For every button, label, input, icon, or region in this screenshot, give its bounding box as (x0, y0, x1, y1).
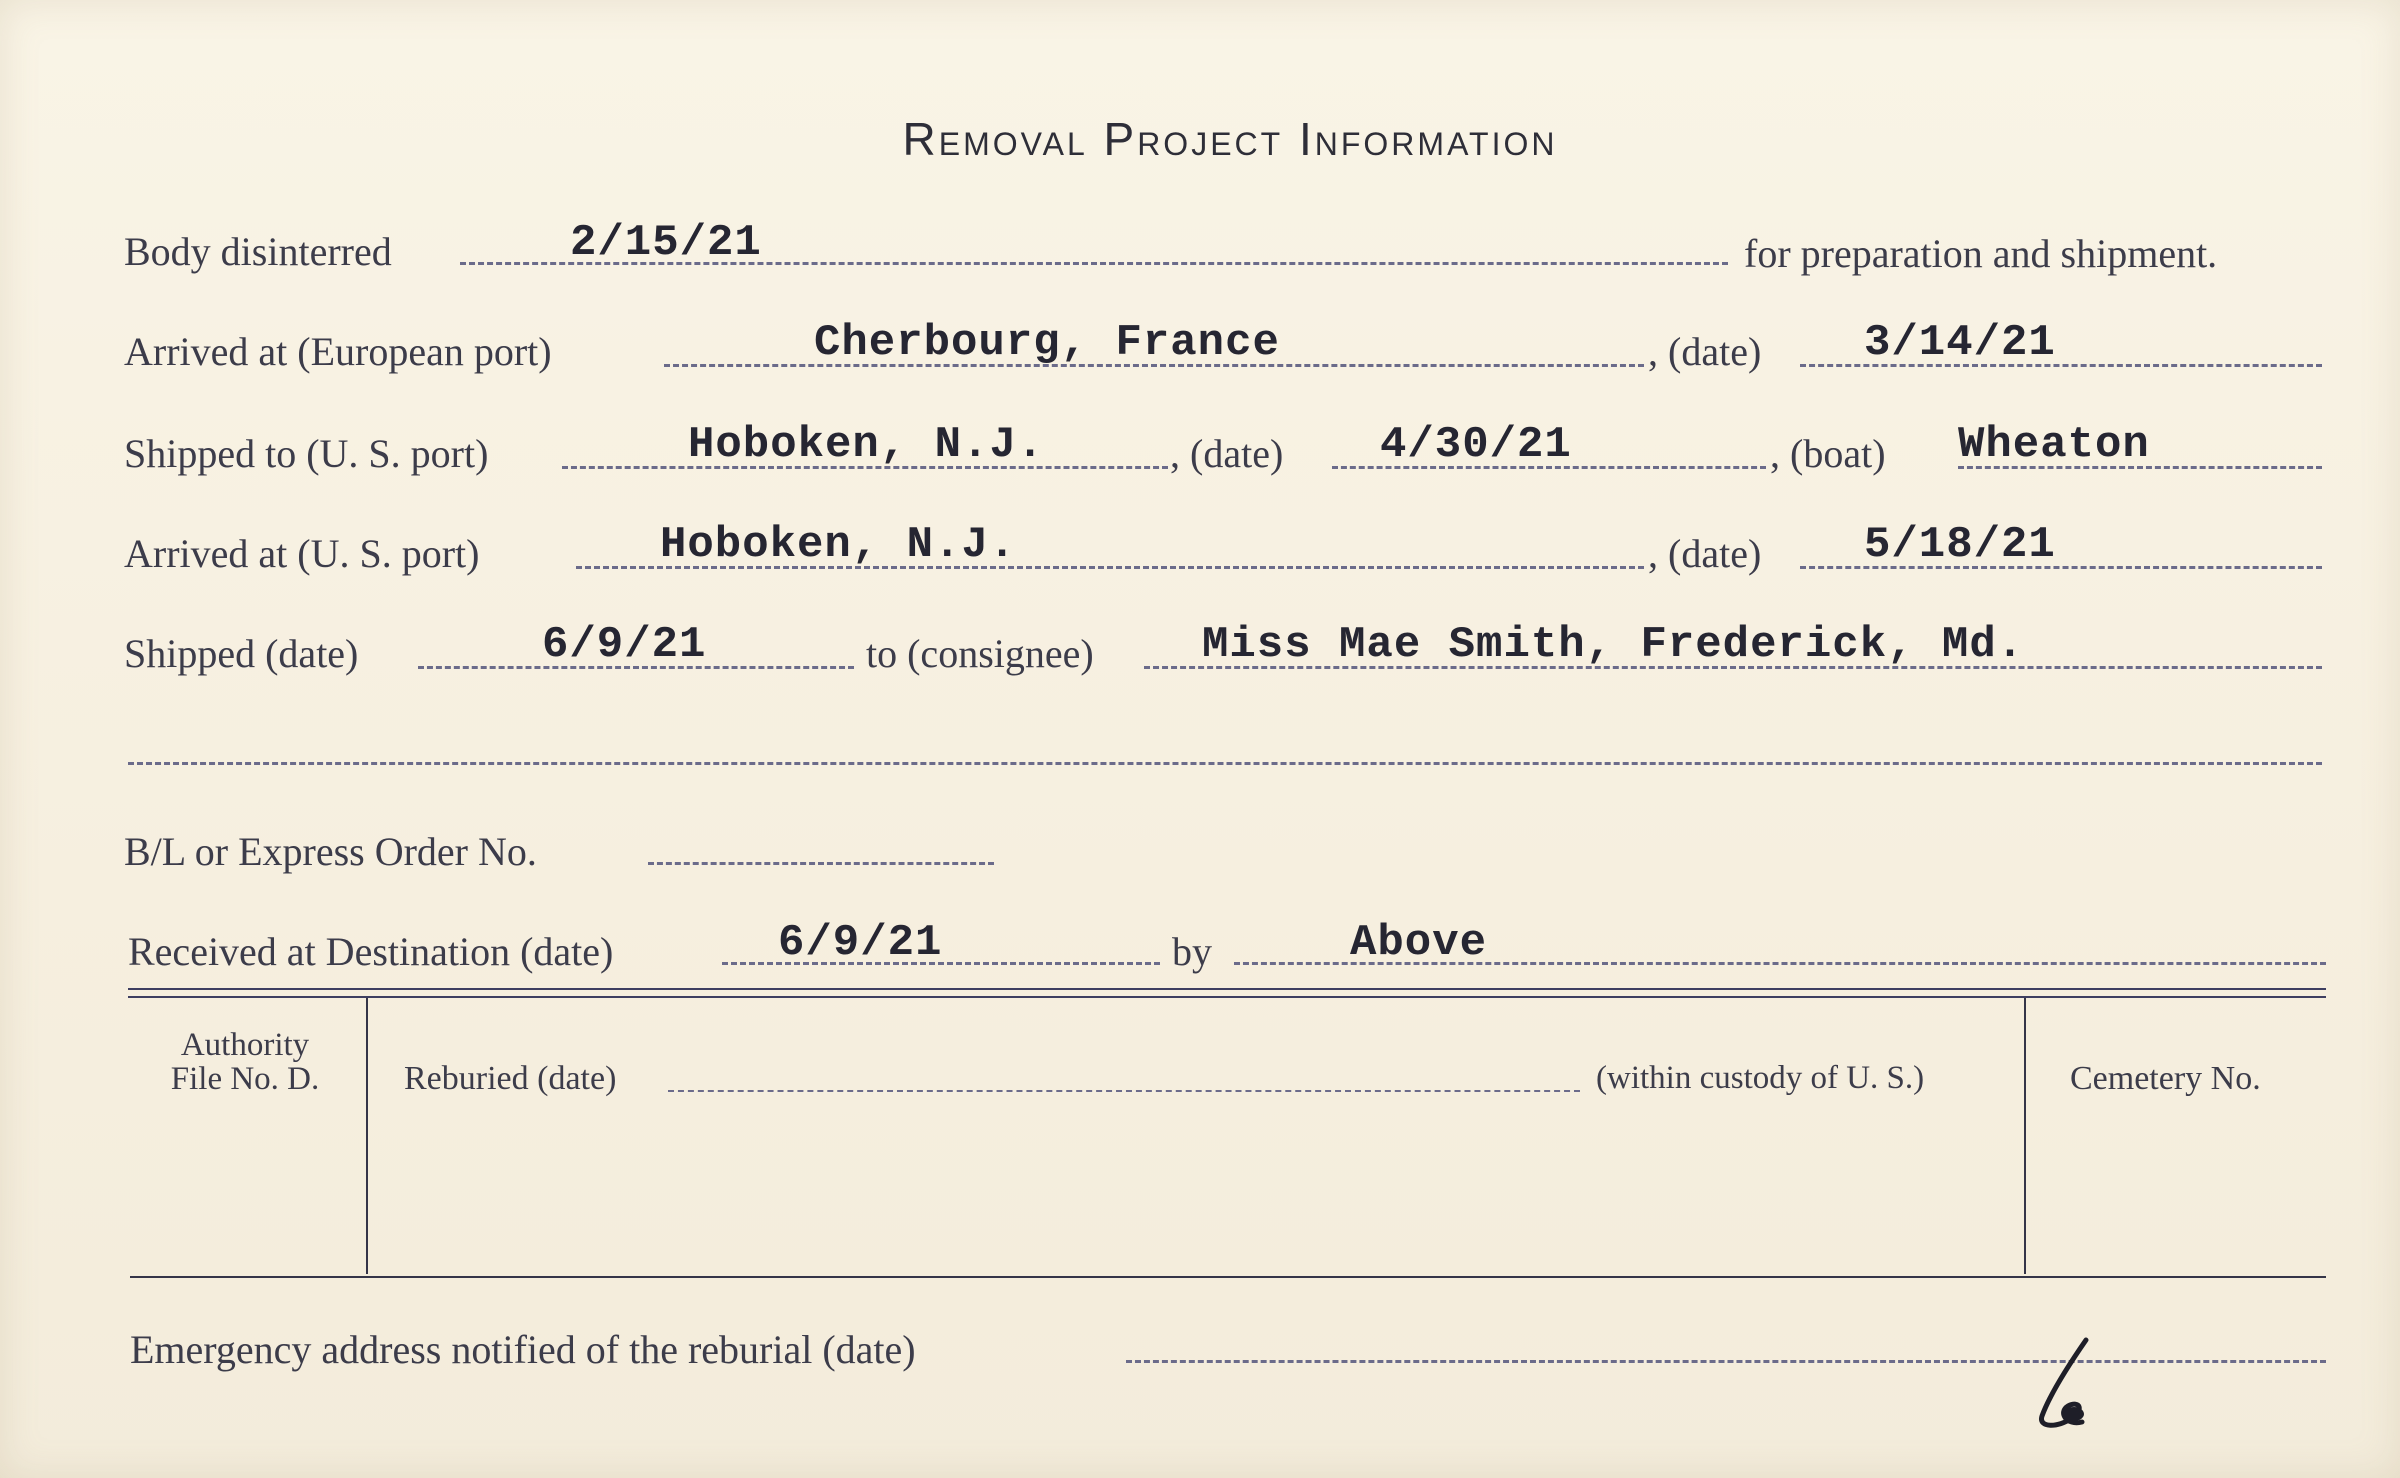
arrived-us-value: Hoboken, N.J. (660, 520, 1017, 570)
shipped-us-label: Shipped to (U. S. port) (124, 431, 489, 476)
bl-label: B/L or Express Order No. (124, 829, 537, 874)
arrived-europe-date-value: 3/14/21 (1864, 318, 2056, 368)
shipped-date-label: Shipped (date) (124, 631, 359, 676)
arrived-us-date-value: 5/18/21 (1864, 520, 2056, 570)
emergency-label: Emergency address notified of the reburial (date) (130, 1327, 916, 1372)
arrived-us-date-label: , (date) (1648, 531, 1762, 576)
shipped-us-value: Hoboken, N.J. (688, 420, 1045, 470)
handwritten-initial-mark (2028, 1336, 2108, 1432)
cemetery-label: Cemetery No. (2070, 1060, 2261, 1097)
disinterred-label: Body disinterred (124, 229, 392, 274)
consignee-value: Miss Mae Smith, Frederick, Md. (1202, 620, 2025, 670)
reburied-label: Reburied (date) (404, 1060, 617, 1097)
consignee-label: to (consignee) (866, 631, 1094, 676)
arrived-europe-date-label: , (date) (1648, 329, 1762, 374)
arrived-europe-value: Cherbourg, France (814, 318, 1280, 368)
arrived-us-label: Arrived at (U. S. port) (124, 531, 480, 576)
table-top-rule (128, 988, 2326, 998)
received-label: Received at Destination (date) (128, 929, 614, 974)
shipped-us-date-label: , (date) (1170, 431, 1284, 476)
received-by-label: by (1172, 929, 1212, 974)
table-divider-right (2024, 998, 2026, 1274)
emergency-line (1126, 1360, 2326, 1363)
authority-label-line2: File No. D. (170, 1061, 320, 1097)
disinterred-value: 2/15/21 (570, 218, 762, 268)
reburied-line (668, 1090, 1580, 1092)
card-title: Removal Project Information (902, 113, 1558, 165)
authority-label-line1: Authority (180, 1027, 310, 1063)
shipped-us-boat-value: Wheaton (1958, 420, 2150, 470)
received-by-value: Above (1350, 918, 1488, 968)
custody-label: (within custody of U. S.) (1596, 1060, 1925, 1096)
shipped-us-boat-label: , (boat) (1770, 431, 1886, 476)
bl-line (648, 862, 994, 865)
arrived-europe-label: Arrived at (European port) (124, 329, 552, 374)
shipped-date-value: 6/9/21 (542, 620, 707, 670)
table-bottom-rule (130, 1276, 2326, 1278)
shipped-us-date-value: 4/30/21 (1380, 420, 1572, 470)
table-divider-left (366, 998, 368, 1274)
blank-continuation-line (128, 762, 2322, 765)
disinterred-suffix: for preparation and shipment. (1744, 231, 2218, 276)
received-date-value: 6/9/21 (778, 918, 943, 968)
